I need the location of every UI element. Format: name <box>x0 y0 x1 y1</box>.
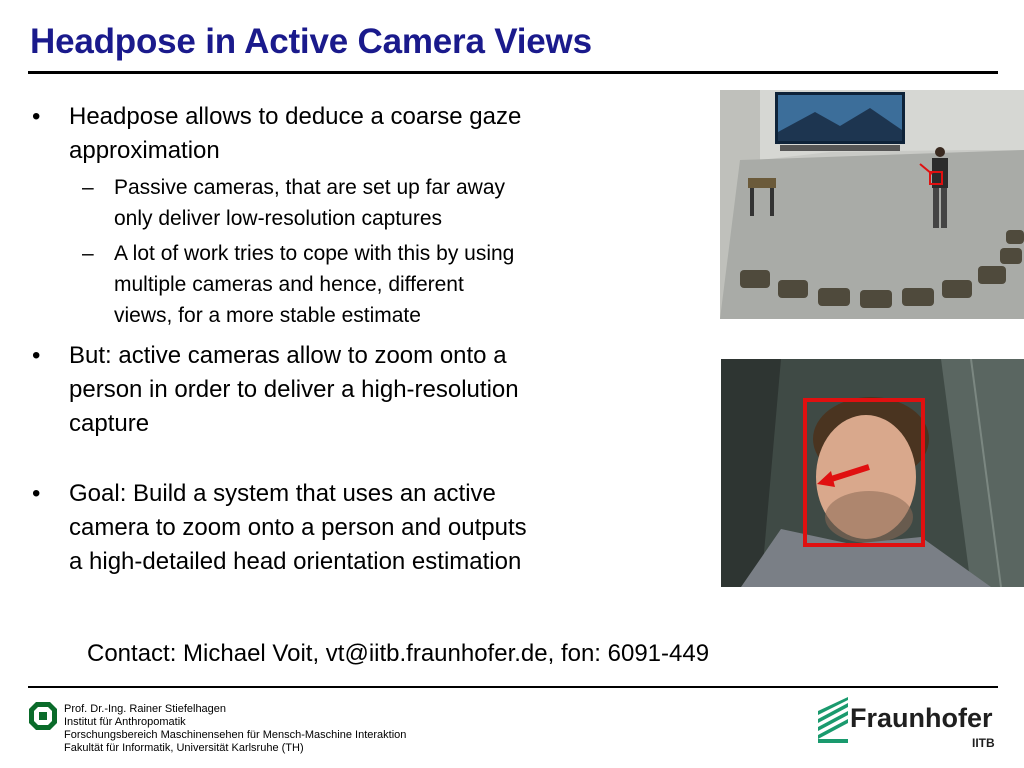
room-camera-photo <box>720 90 1024 319</box>
footer-divider <box>28 686 998 688</box>
fraunhofer-wordmark: Fraunhofer <box>850 703 993 733</box>
bullet-line: camera to zoom onto a person and outputs <box>69 514 527 541</box>
university-logo-icon <box>28 701 58 731</box>
footer-line: Fakultät für Informatik, Universität Karlsruhe (TH) <box>64 742 304 754</box>
bullet-item <box>32 339 632 441</box>
room-scene-illustration <box>720 90 1024 319</box>
sub-bullet-line: views, for a more stable estimate <box>114 304 421 327</box>
footer-line: Forschungsbereich Maschinensehen für Mensch-Maschine Interaktion <box>64 729 407 741</box>
bullet-item <box>32 477 632 579</box>
bullet-line: approximation <box>69 137 220 164</box>
bullet-dot: • <box>32 480 41 507</box>
contact-line: Contact: Michael Voit, vt@iitb.fraunhofer.de, fon: 6091-449 <box>87 640 710 667</box>
sub-bullet-dash: – <box>82 176 94 199</box>
sub-bullet-item <box>32 238 632 331</box>
sub-bullet-line: A lot of work tries to cope with this by using <box>114 242 515 265</box>
bullet-dot: • <box>32 342 41 369</box>
footer-institution <box>64 703 406 755</box>
sub-bullet-dash: – <box>82 242 94 265</box>
face-closeup-photo <box>721 359 1024 587</box>
bullet-line: Headpose allows to deduce a coarse gaze <box>69 103 522 130</box>
sub-bullet-item <box>32 172 632 234</box>
footer-line: Prof. Dr.-Ing. Rainer Stiefelhagen <box>64 703 227 715</box>
bullet-item <box>32 100 632 168</box>
bullet-line: capture <box>69 410 150 437</box>
bullet-line: Goal: Build a system that uses an active <box>69 480 496 507</box>
bullet-dot: • <box>32 103 41 130</box>
bullet-line: But: active cameras allow to zoom onto a <box>69 342 507 369</box>
title-divider <box>28 71 998 74</box>
sub-bullet-line: multiple cameras and hence, different <box>114 273 464 296</box>
sub-bullet-line: Passive cameras, that are set up far away <box>114 176 506 199</box>
fraunhofer-institute-label: IITB <box>972 736 995 750</box>
bullet-line: a high-detailed head orientation estimation <box>69 548 522 575</box>
face-scene-illustration <box>721 359 1024 587</box>
bullet-line: person in order to deliver a high-resolution <box>69 376 519 403</box>
sub-bullet-line: only deliver low-resolution captures <box>114 207 442 230</box>
footer-line: Institut für Anthropomatik <box>64 716 186 728</box>
bullet-list <box>32 100 632 579</box>
slide-title: Headpose in Active Camera Views <box>30 22 592 61</box>
